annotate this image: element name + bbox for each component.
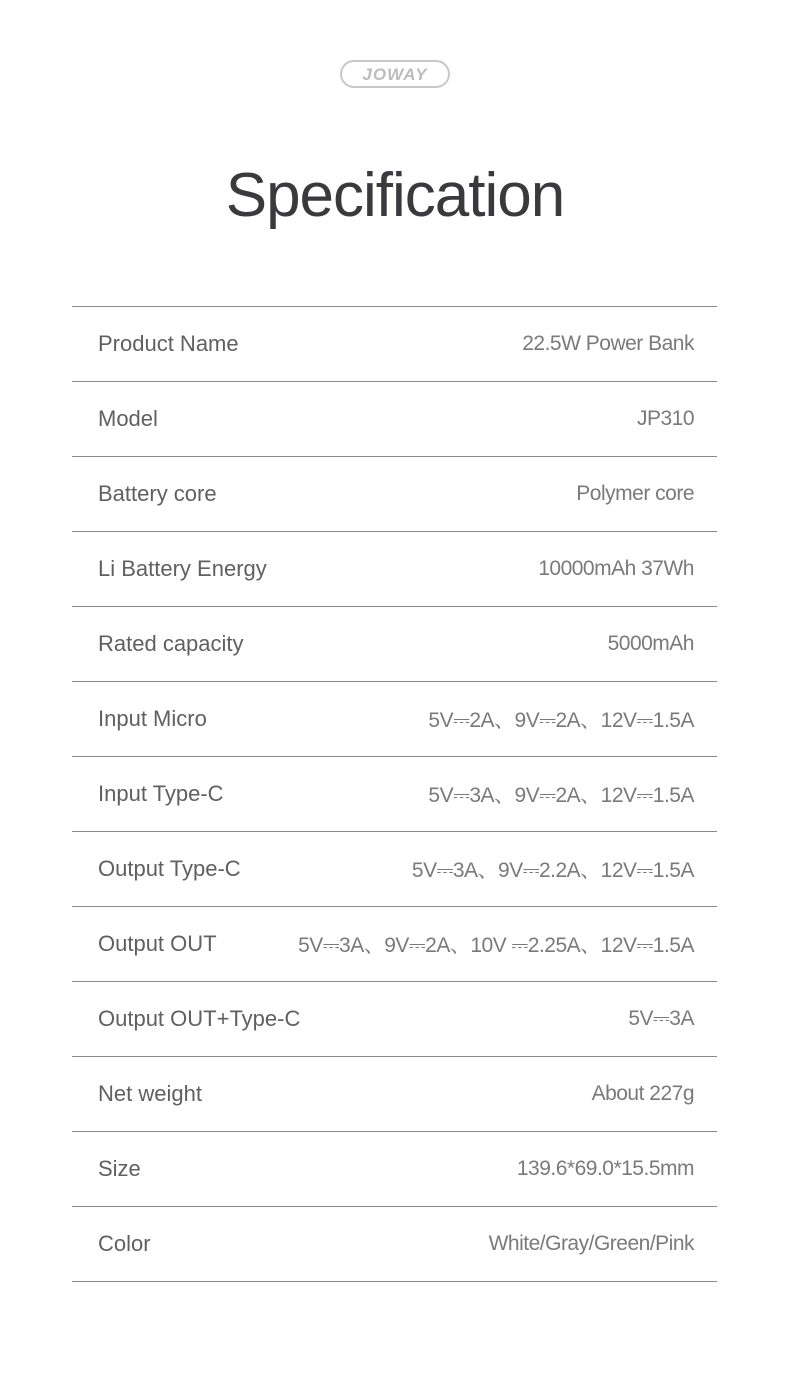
spec-value: White/Gray/Green/Pink	[488, 1232, 694, 1255]
spec-label: Input Type-C	[98, 781, 224, 806]
spec-label: Model	[98, 406, 158, 431]
spec-value: Polymer core	[576, 482, 694, 505]
spec-value: 5000mAh	[607, 632, 694, 655]
spec-value: About 227g	[591, 1082, 694, 1105]
spec-row	[72, 607, 717, 682]
spec-table	[72, 306, 717, 1282]
spec-value: 10000mAh 37Wh	[538, 557, 694, 580]
spec-row	[72, 307, 717, 382]
spec-label: Size	[98, 1156, 141, 1181]
spec-row	[72, 532, 717, 607]
spec-row	[72, 907, 717, 982]
spec-label: Input Micro	[98, 706, 207, 731]
spec-label: Output OUT+Type-C	[98, 1006, 301, 1031]
spec-value: 139.6*69.0*15.5mm	[516, 1157, 694, 1180]
spec-label: Output OUT	[98, 931, 217, 956]
spec-row	[72, 1132, 717, 1207]
spec-value: 5V⎓3A、9V⎓2.2A、12V⎓1.5A	[411, 859, 694, 882]
spec-label: Output Type-C	[98, 856, 241, 881]
spec-row	[72, 832, 717, 907]
page-title: Specification	[225, 161, 565, 230]
spec-value: 5V⎓3A、9V⎓2A、12V⎓1.5A	[428, 784, 694, 807]
spec-row	[72, 382, 717, 457]
brand-logo-container	[0, 60, 790, 88]
spec-value: JP310	[636, 407, 694, 430]
spec-row	[72, 757, 717, 832]
spec-label: Net weight	[98, 1081, 202, 1106]
spec-value: 5V⎓2A、9V⎓2A、12V⎓1.5A	[428, 709, 694, 732]
brand-logo: JOWAY	[340, 60, 450, 88]
spec-label: Li Battery Energy	[98, 556, 267, 581]
spec-row	[72, 457, 717, 532]
spec-value: 5V⎓3A、9V⎓2A、10V ⎓2.25A、12V⎓1.5A	[298, 934, 694, 957]
spec-label: Color	[98, 1231, 151, 1256]
spec-label: Rated capacity	[98, 631, 244, 656]
spec-value: 22.5W Power Bank	[522, 332, 694, 355]
spec-label: Product Name	[98, 331, 239, 356]
spec-row	[72, 982, 717, 1057]
spec-row	[72, 1207, 717, 1282]
spec-row	[72, 1057, 717, 1132]
spec-row	[72, 682, 717, 757]
spec-label: Battery core	[98, 481, 217, 506]
spec-value: 5V⎓3A	[628, 1007, 694, 1030]
